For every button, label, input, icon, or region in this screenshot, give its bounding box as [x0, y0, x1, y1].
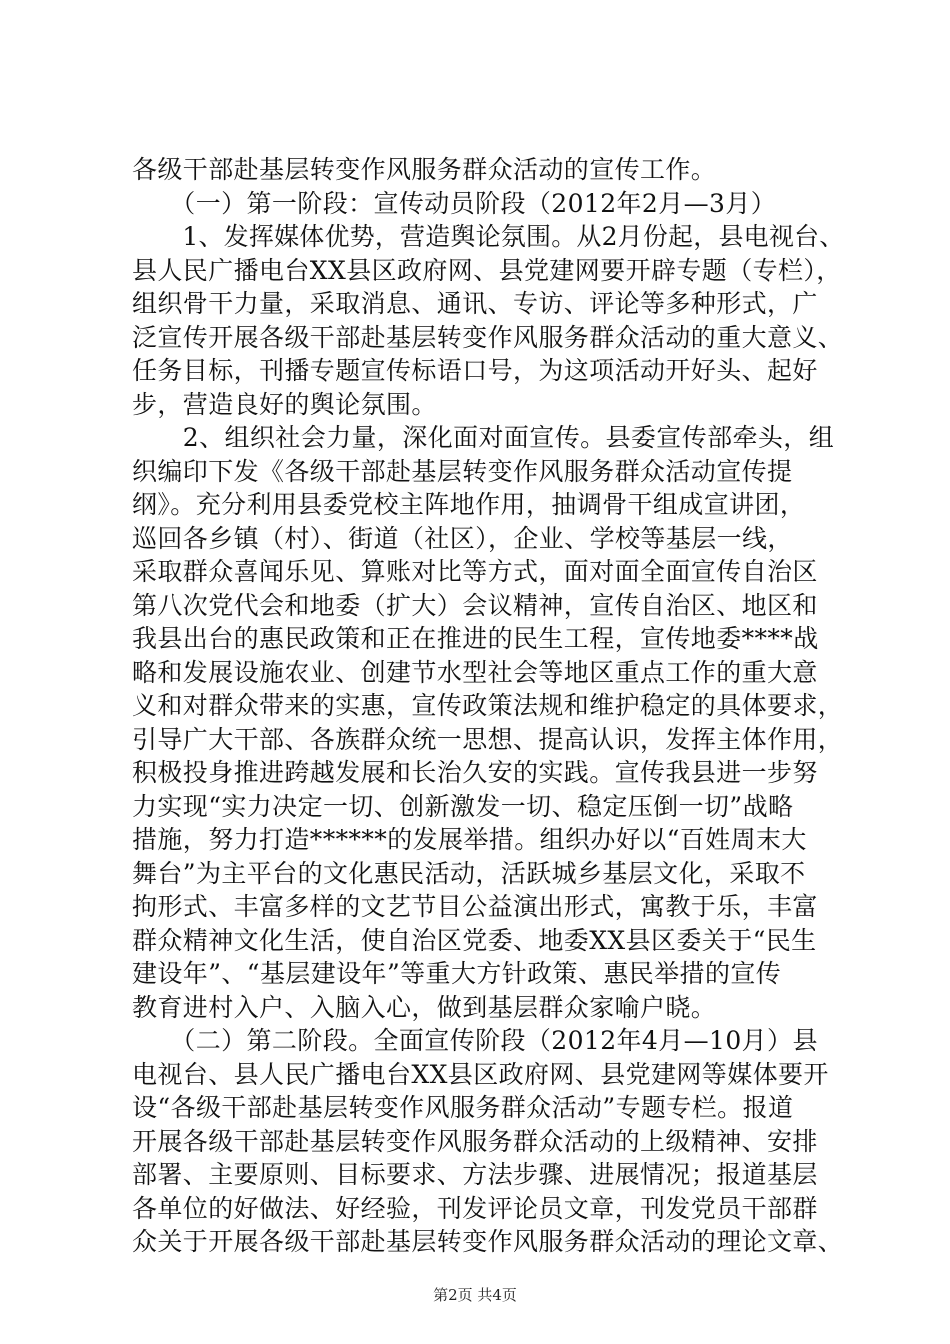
text-line: 略和发展设施农业、创建节水型社会等地区重点工作的重大意	[132, 657, 818, 687]
text-line: （二）第二阶段。全面宣传阶段（2012年4月—10月）县	[132, 1026, 818, 1055]
text-line: 1、发挥媒体优势，营造舆论氛围。从2月份起，县电视台、	[132, 222, 845, 251]
text-line: 泛宣传开展各级干部赴基层转变作风服务群众活动的重大意义、	[132, 322, 844, 352]
text-line: （一）第一阶段：宣传动员阶段（2012年2月—3月）	[132, 188, 777, 218]
text-line: 纲》。充分利用县委党校主阵地作用，抽调骨干组成宣讲团，	[132, 490, 806, 519]
text-line: 引导广大干部、各族群众统一思想、提高认识，发挥主体作用，	[132, 724, 844, 754]
text-line: 织编印下发《各级干部赴基层转变作风服务群众活动宣传提	[132, 456, 793, 486]
text-line: 各单位的好做法、好经验，刊发评论员文章，刊发党员干部群	[132, 1193, 818, 1223]
text-line: 舞台”为主平台的文化惠民活动，活跃城乡基层文化，采取不	[132, 858, 806, 888]
text-line: 措施，努力打造******的发展举措。组织办好以“百姓周末大	[132, 825, 807, 854]
text-line: 采取群众喜闻乐见、算账对比等方式，面对面全面宣传自治区	[132, 557, 818, 586]
text-line: 各级干部赴基层转变作风服务群众活动的宣传工作。	[132, 155, 717, 184]
text-line: 巡回各乡镇（村）、街道（社区），企业、学校等基层一线，	[132, 523, 793, 553]
text-line: 县人民广播电台XX县区政府网、县党建网要开辟专题（专栏），	[132, 255, 842, 285]
text-line: 群众精神文化生活，使自治区党委、地委XX县区委关于“民生	[132, 925, 817, 955]
document-body	[132, 153, 844, 1259]
text-line: 开展各级干部赴基层转变作风服务群众活动的上级精神、安排	[132, 1126, 818, 1156]
text-line: 拘形式、丰富多样的文艺节目公益演出形式，寓教于乐，丰富	[132, 892, 818, 921]
text-line: 设“各级干部赴基层转变作风服务群众活动”专题专栏。报道	[132, 1093, 794, 1122]
text-line: 义和对群众带来的实惠，宣传政策法规和维护稳定的具体要求，	[132, 691, 844, 720]
text-line: 电视台、县人民广播电台XX县区政府网、县党建网等媒体要开	[132, 1059, 829, 1089]
text-line: 教育进村入户、入脑入心，做到基层群众家喻户晓。	[132, 992, 717, 1022]
text-line: 部署、主要原则、目标要求、方法步骤、进展情况；报道基层	[132, 1160, 818, 1189]
text-line: 力实现“实力决定一切、创新激发一切、稳定压倒一切”战略	[132, 791, 794, 821]
text-line: 我县出台的惠民政策和正在推进的民生工程，宣传地委****战	[132, 624, 819, 653]
text-line: 积极投身推进跨越发展和长治久安的实践。宣传我县进一步努	[132, 758, 818, 787]
text-line: 2、组织社会力量，深化面对面宣传。县委宣传部牵头，组	[132, 423, 835, 452]
text-line: 组织骨干力量，采取消息、通讯、专访、评论等多种形式，广	[132, 289, 818, 318]
text-line: 步，营造良好的舆论氛围。	[132, 389, 437, 419]
text-line: 第八次党代会和地委（扩大）会议精神，宣传自治区、地区和	[132, 590, 818, 620]
text-line: 众关于开展各级干部赴基层转变作风服务群众活动的理论文章、	[132, 1227, 844, 1256]
page-footer: 第2页 共4页	[433, 1286, 517, 1304]
text-line: 建设年”、“基层建设年”等重大方针政策、惠民举措的宣传	[132, 959, 782, 988]
text-line: 任务目标，刊播专题宣传标语口号，为这项活动开好头、起好	[132, 356, 818, 385]
